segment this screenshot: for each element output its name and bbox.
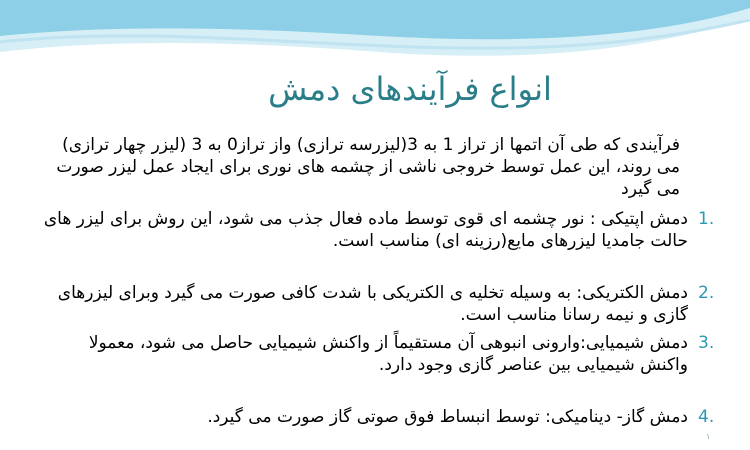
intro-paragraph: فرآیندی که طی آن اتمها از تراز 1 به 3(لیزرسه ترازی) واز تراز0 به 3 (لیزر چهار ترازی) می روند، این عمل توسط خروجی ناشی از چشمه های نوری برای ایجاد عمل لیزر صورت می گیرد [56, 135, 680, 199]
list-item-number: 3. [698, 333, 715, 353]
page-number: ۱ [706, 432, 711, 441]
header-wave-decoration [0, 0, 750, 70]
list-item-number: 4. [698, 407, 715, 427]
slide-title: انواع فرآیندهای دمش [268, 70, 552, 108]
list-item-text: دمش گاز- دینامیکی: توسط انبساط فوق صوتی گاز صورت می گیرد. [207, 407, 688, 427]
list-item-text: دمش اپتیکی : نور چشمه ای قوی توسط ماده فعال جذب می شود، این روش برای لیزر های حالت جامدیا لیزرهای مایع(رزینه ای) مناسب است. [43, 209, 688, 251]
list-item-number: 2. [698, 283, 715, 303]
list-item-text: دمش الکتریکی: به وسیله تخلیه ی الکتریکی با شدت کافی صورت می گیرد وبرای لیزرهای گازی و نیمه رسانا مناسب است. [57, 283, 688, 325]
list-item-text: دمش شیمیایی:وارونی انبوهی آن مستقیماً از واکنش شیمیایی حاصل می شود، معمولا واکنش شیمیایی بین عناصر گازی وجود دارد. [88, 333, 688, 375]
list-item-number: 1. [698, 209, 715, 229]
